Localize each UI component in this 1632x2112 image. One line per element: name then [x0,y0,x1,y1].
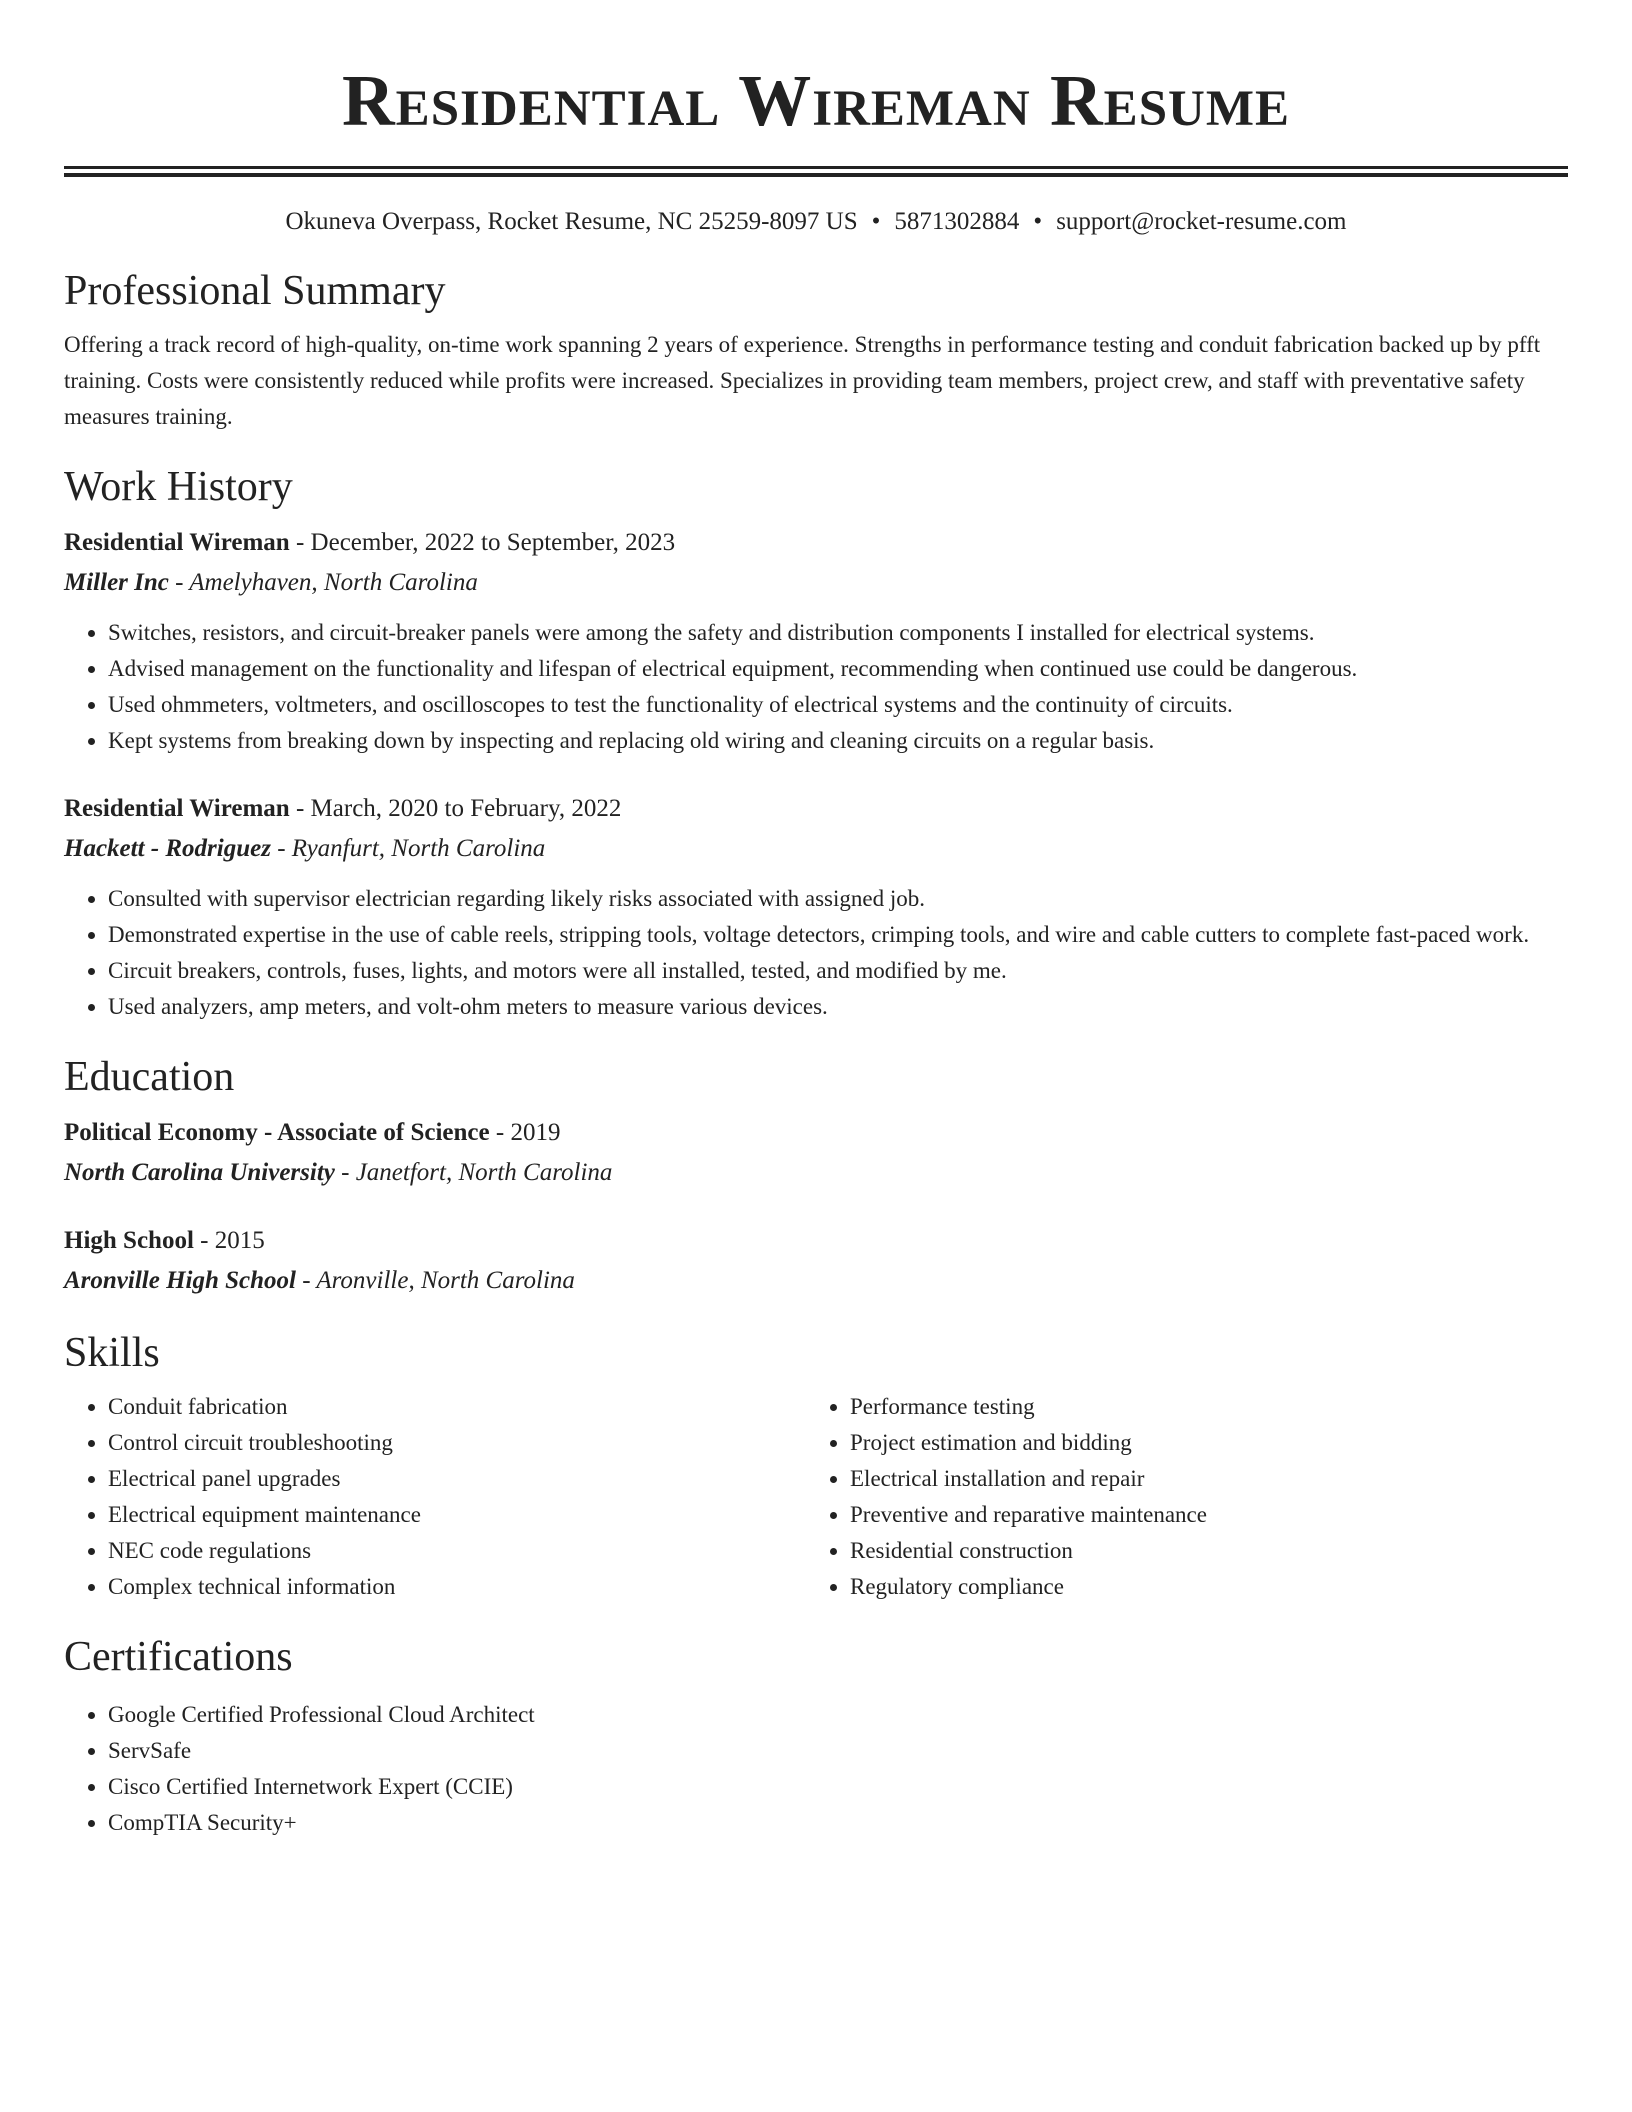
job-bullets [64,615,1568,759]
job-employer [64,563,1568,603]
job-company: Hackett - Rodriguez [64,835,271,862]
work-history-section [64,461,1568,1025]
contact-separator: • [1033,208,1043,235]
certification-item: • Google Certified Professional Cloud Architect [108,1697,1568,1733]
education-school-line [64,1153,1568,1193]
skill-item: • Residential construction [850,1533,1548,1569]
summary-section [64,265,1568,435]
education-header [64,1221,1568,1261]
education-year: - 2015 [193,1227,265,1254]
education-header [64,1113,1568,1153]
skill-item: • Electrical panel upgrades [108,1461,806,1497]
certification-item: • CompTIA Security+ [108,1805,1568,1841]
education-heading: Education [64,1054,235,1100]
education-location: - Janetfort, North Carolina [334,1159,613,1186]
summary-text: Offering a track record of high-quality, on-time work spanning 2 years of experience. Strengths in performance testing and conduit fabrication backed up by pfft training. Costs were consistently reduced while profits were increased. Specializes in providing team members, project crew, and staff with preventative safety measures training. [64,332,1541,429]
education-entry [64,1221,1568,1301]
skill-item: • Conduit fabrication [108,1389,806,1425]
education-school: North Carolina University [64,1159,335,1186]
job-bullet: • Consulted with supervisor electrician regarding likely risks associated with assigned job. [108,881,1568,917]
job-bullet: • Circuit breakers, controls, fuses, lights, and motors were all installed, tested, and modified by me. [108,953,1568,989]
work-history-heading: Work History [64,464,293,510]
certifications-list [64,1697,1568,1841]
skills-section [64,1327,1568,1605]
skills-columns [64,1389,1568,1605]
certifications-section [64,1631,1568,1841]
job-bullet: • Demonstrated expertise in the use of cable reels, stripping tools, voltage detectors, crimping tools, and wire and cable cutters to complete fast-paced work. [108,917,1568,953]
job-bullet: • Advised management on the functionality and lifespan of electrical equipment, recommending when continued use could be dangerous. [108,651,1568,687]
skill-item: • Control circuit troubleshooting [108,1425,806,1461]
certifications-heading: Certifications [64,1634,293,1680]
job-bullet: • Kept systems from breaking down by inspecting and replacing old wiring and cleaning circuits on a regular basis. [108,723,1568,759]
job-role: Residential Wireman [64,795,290,822]
skills-heading: Skills [64,1330,160,1376]
contact-email[interactable]: support@rocket-resume.com [1056,208,1347,235]
job-location: - Ryanfurt, North Carolina [270,835,546,862]
job-dates: - December, 2022 to September, 2023 [289,529,676,556]
skill-item: • Preventive and reparative maintenance [850,1497,1548,1533]
skills-list-right [806,1389,1548,1605]
education-year: - 2019 [489,1119,561,1146]
skill-item: • Electrical installation and repair [850,1461,1548,1497]
job-dates: - March, 2020 to February, 2022 [289,795,622,822]
job-bullet: • Used analyzers, amp meters, and volt-ohm meters to measure various devices. [108,989,1568,1025]
job-header [64,789,1568,829]
education-entry [64,1113,1568,1193]
education-degree: Political Economy - Associate of Science [64,1119,490,1146]
skill-item: • Electrical equipment maintenance [108,1497,806,1533]
job-bullet: • Switches, resistors, and circuit-breaker panels were among the safety and distribution components I installed for electrical systems. [108,615,1568,651]
contact-address: Okuneva Overpass, Rocket Resume, NC 25259-8097 US [285,208,858,235]
skill-item: • Project estimation and bidding [850,1425,1548,1461]
job-bullet: • Used ohmmeters, voltmeters, and oscilloscopes to test the functionality of electrical systems and the continuity of circuits. [108,687,1568,723]
skills-list-left [64,1389,806,1605]
job-entry [64,523,1568,759]
education-location: - Aronville, North Carolina [295,1267,575,1294]
education-school-line [64,1261,1568,1301]
skill-item: • Complex technical information [108,1569,806,1605]
education-degree: High School [64,1227,194,1254]
skill-item: • Performance testing [850,1389,1548,1425]
job-entry [64,789,1568,1025]
summary-heading: Professional Summary [64,268,446,314]
contact-line [64,205,1568,239]
job-company: Miller Inc [64,569,169,596]
education-section [64,1051,1568,1301]
contact-phone: 5871302884 [894,208,1020,235]
contact-separator: • [871,208,881,235]
job-header [64,523,1568,563]
resume-title: Residential Wireman Resume [341,60,1291,141]
education-school: Aronville High School [64,1267,296,1294]
certification-item: • ServSafe [108,1733,1568,1769]
skill-item: • NEC code regulations [108,1533,806,1569]
skill-item: • Regulatory compliance [850,1569,1548,1605]
job-employer [64,829,1568,869]
certification-item: • Cisco Certified Internetwork Expert (CCIE) [108,1769,1568,1805]
header-divider [64,166,1568,177]
job-bullets [64,881,1568,1025]
job-location: - Amelyhaven, North Carolina [168,569,478,596]
job-role: Residential Wireman [64,529,290,556]
